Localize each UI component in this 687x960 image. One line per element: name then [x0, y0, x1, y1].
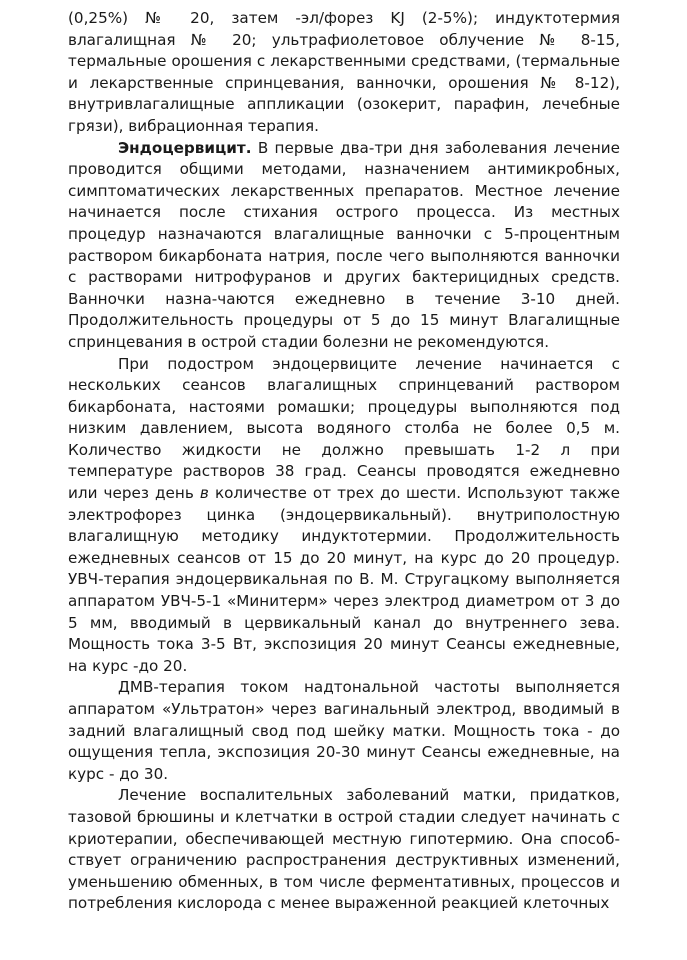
paragraph-4-text: ДМВ-терапия током надтональной частоты выполняется аппаратом «Ультратон» через вагинальный электрод, вводимый в задний влагалищный свод под шейку матки. Мощность тока - до ощущения тепла, экспозиция 20-30 минут Сеансы ежедневные, на курс - до 30. — [68, 678, 620, 783]
paragraph-5 — [68, 785, 620, 915]
paragraph-3-italic-word: в — [199, 484, 209, 503]
paragraph-2 — [68, 138, 620, 354]
body-text — [68, 8, 620, 915]
paragraph-2-text: В первые два-три дня заболевания лечение проводится общими методами, назначением антимикробных, симптоматических лекарственных препаратов. Местное лечение начинается после стихания острого процесса. Из местных процедур назначаются влагалищные ванночки с 5-процентным раствором бикарбоната натрия, после чего выполняются ванночки с растворами нитрофуранов и других бактерицидных средств. Ванночки назна-чаются ежедневно в течение 3-10 дней. Продолжительность процедуры от 5 до 15 минут Влагалищные спринцевания в острой стадии болезни не рекомендуются. — [68, 138, 620, 351]
paragraph-3-text-after: количестве от трех до шести. Используют также электрофорез цинка (эндоцервикальный). внутриполостную влагалищную методику индуктотермии. Продолжительность ежедневных сеансов от 15 до 20 минут, на курс до 20 процедур. УВЧ-терапия эндоцервикальная по В. М. Стругацкому выполняется аппаратом УВЧ-5-1 «Минитерм» через электрод диаметром от 3 до 5 мм, вводимый в цервикальный канал до внутреннего зева. Мощность тока 3-5 Вт, экспозиция 20 минут Сеансы ежедневные, на курс -до 20. — [68, 484, 620, 675]
paragraph-5-text: Лечение воспалительных заболеваний матки, придатков, тазовой брюшины и клетчатки в острой стадии следует начинать с криотерапии, обеспечивающей местную гипотермию. Она способ-ствует ограничению распространения деструктивных изменений, уменьшению обменных, в том числе ферментативных, процессов и потребления кислорода с менее выраженной реакцией клеточных — [68, 786, 620, 913]
section-heading-endocervicitis: Эндоцервицит. — [118, 138, 252, 157]
paragraph-1-text: (0,25%) № 20, затем -эл/форез KJ (2-5%); индуктотермия влагалищная № 20; ультрафиолетовое облучение № 8-15, термальные орошения с лекарственными средствами, (термальные и лекарственные спринцевания, ванночки, орошения № 8-12), внутривлагалищные аппликации (озокерит, парафин, лечебные грязи), вибрационная терапия. — [68, 9, 620, 135]
paragraph-4 — [68, 677, 620, 785]
paragraph-3-text-before: При подостром эндоцервиците лечение начинается с нескольких сеансов влагалищных спринцеваний раствором бикарбоната, настоями ромашки; процедуры выполняются под низким давлением, высота водяного столба не более 0,5 м. Количество жидкости не должно превышать 1-2 л при температуре растворов 38 град. Сеансы проводятся ежедневно или через день — [68, 354, 620, 503]
paragraph-1 — [68, 8, 620, 138]
paragraph-3 — [68, 354, 620, 678]
